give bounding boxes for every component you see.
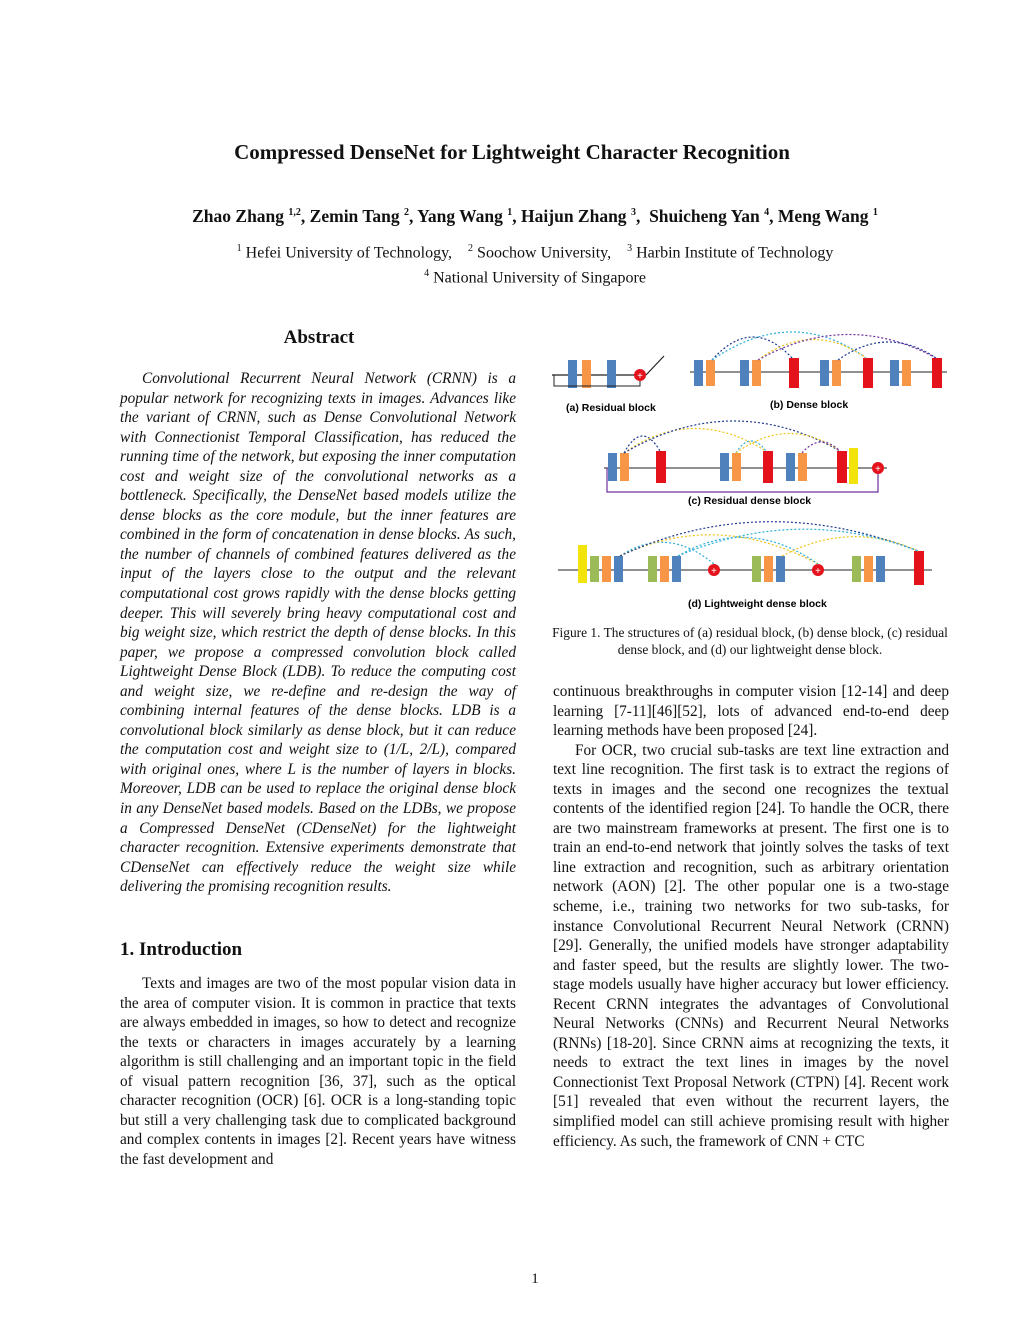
figure-label-d: (d) Lightweight dense block	[688, 598, 827, 610]
figure-label-a: (a) Residual block	[566, 402, 656, 414]
svg-text:+: +	[637, 371, 643, 382]
author-list: Zhao Zhang $^{1,2}$, Zemin Tang $^2$, Yang Wang $^1$, Haijun Zhang $^3$, Shuicheng Yan $^4$, Meng Wang $^1$	[192, 206, 878, 226]
figure-label-c: (c) Residual dense block	[688, 495, 812, 507]
paragraph: continuous breakthroughs in computer vision [12-14] and deep learning [7-11][46][52], lots of advanced end-to-end deep learning methods have been proposed [24].	[553, 683, 949, 740]
author: Haijun Zhang $^3$	[521, 206, 636, 226]
figure-1-diagram	[552, 320, 956, 620]
author: Yang Wang $^1$	[417, 206, 513, 226]
lightweight-dense-block-diagram	[558, 522, 932, 610]
introduction-heading: 1. Introduction	[120, 939, 243, 960]
conv-box	[568, 360, 577, 388]
conv-box	[607, 360, 616, 388]
paper-title: Compressed DenseNet for Lightweight Character Recognition	[234, 140, 790, 164]
residual-dense-block-diagram	[604, 421, 887, 507]
author: Meng Wang $^1$	[777, 206, 878, 226]
svg-text:+: +	[711, 566, 717, 577]
author: Zhao Zhang $^{1,2}$	[192, 206, 301, 226]
residual-block-diagram	[552, 356, 664, 414]
dense-block-diagram	[690, 332, 947, 411]
introduction-text: Texts and images are two of the most popular vision data in the area of computer vision. It is common in practice that texts are always embedded in images, so how to detect and recognize the texts or characters in images accurately by a learning algorithm is still challenging and an important topic in the field of visual pattern recognition [36, 37], such as the optical character recognition (OCR) [6]. OCR is a long-standing topic but still a very challenging task due to complicated background and complex contents in images [2]. Recent years have witness the fast development and	[120, 975, 516, 1168]
author: Shuicheng Yan $^4$	[649, 206, 770, 226]
svg-text:+: +	[875, 464, 881, 475]
right-column-text	[553, 682, 949, 1151]
svg-text:+: +	[815, 566, 821, 577]
relu-box	[582, 360, 591, 388]
figure-label-b: (b) Dense block	[770, 399, 849, 411]
paragraph: For OCR, two crucial sub-tasks are text line extraction and text line recognition. The first task is to extract the regions of texts in images and the second one recognizes the textual contents of the identified region [24]. To handle the OCR, there are two mainstream frameworks at present. The first one is to train an end-to-end network that jointly solves the tasks of text line extraction and recognition, such as arbitrary orientation network (AON) [2]. The other popular one is a two-stage scheme, i.e., training two networks for two sub-tasks, for instance Convolutional Recurrent Neural Network (CRNN) [29]. Generally, the unified models have stronger adaptability and faster speed, but the results are slightly lower. The two-stage models usually have higher accuracy but lower efficiency. Recent CRNN integrates the advantages of Convolutional Neural Networks (CNNs) and Recurrent Neural Networks (RNNs) [18-20]. Since CRNN aims at recognizing the texts, it needs to extract the text lines in images by the novel Connectionist Text Proposal Network (CTPN) [4]. Recent work [51] revealed that even without the recurrent layers, the simplified model can still achieve promising result with higher efficiency. As such, the framework of CNN + CTC	[553, 741, 949, 1150]
author: Zemin Tang $^2$	[309, 206, 410, 226]
affiliation-line-2: $^4$ National University of Singapore	[424, 268, 646, 287]
abstract-heading: Abstract	[283, 327, 355, 348]
abstract-text: Convolutional Recurrent Neural Network (CRNN) is a popular network for recognizing texts in images. Advances like the variant of CRNN, such as Dense Convolutional Network with Connectionist Temporal Classification, has reduced the running time of the network, but exposing the inner computation cost and weight size of the convolutional networks as a bottleneck. Specifically, the DenseNet based models utilize the dense blocks as the core module, but the inner features are combined in the form of concatenation in dense blocks. As such, the number of channels of combined features delivered as the input of the layers close to the output and the relevant computational cost grows rapidly with the dense blocks getting deeper. This will severely bring heavy computational cost and big weight size, which restrict the depth of dense blocks. In this paper, we propose a compressed convolution block called Lightweight Dense Block (LDB). To reduce the computing cost and weight size, we re-define and re-design the way of combining internal features of the dense blocks. LDB is a convolutional block similarly as dense block, but it can reduce the computation cost and weight size to (1/L, 2/L), compared with original ones, where L is the number of layers in blocks. Moreover, LDB can be used to replace the original dense block in any DenseNet based models. Based on the LDBs, we propose a Compressed DenseNet (CDenseNet) for the lightweight character recognition. Extensive experiments demonstrate that CDenseNet can effectively reduce the weight size while delivering the promising recognition results.	[120, 370, 516, 896]
figure-caption: Figure 1. The structures of (a) residual block, (b) dense block, (c) residual dense block, and (d) our lightweight dense block.	[552, 625, 948, 657]
affiliation-line-1: $^1$ Hefei University of Technology, $^2$ Soochow University, $^3$ Harbin Institute of Technology	[236, 243, 834, 262]
page-number: 1	[531, 1271, 539, 1287]
